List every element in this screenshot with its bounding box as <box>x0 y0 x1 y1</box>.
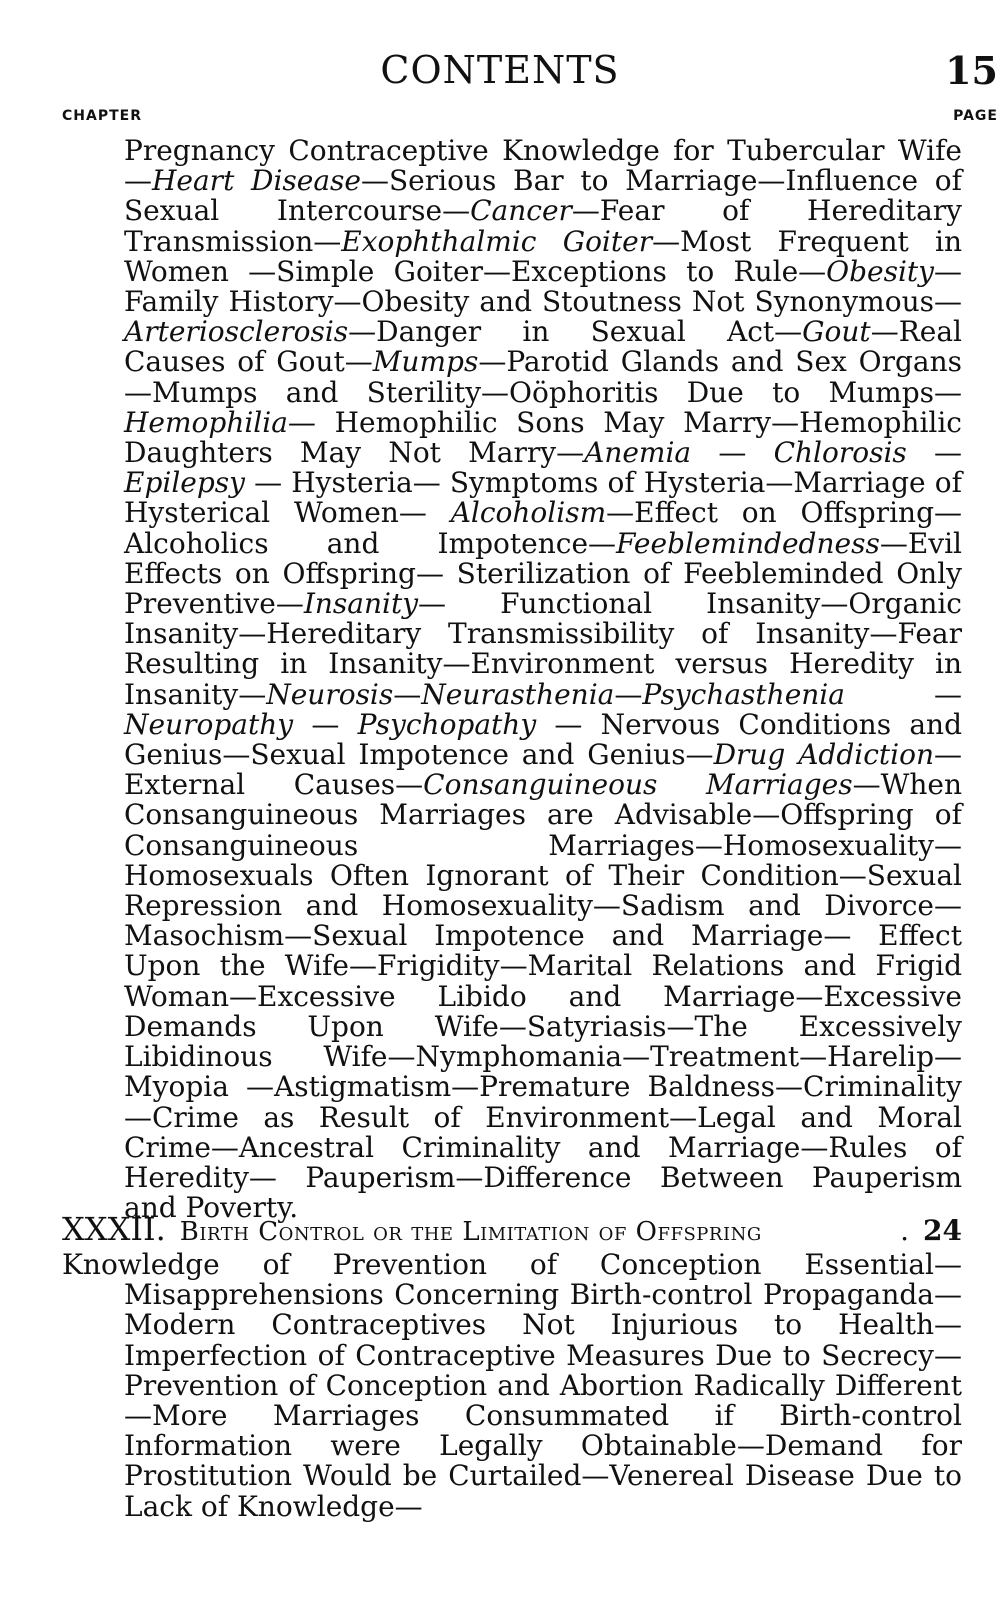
chapter-summary-xxxii: Knowledge of Prevention of Conception Essential—Misapprehensions Concerning Birth-control Propaganda—Modern Contraceptives Not Injurious to Health—Imperfection of Contraceptive Measures Due to Secrecy—Prevention of Conception and Abortion Radically Different—More Marriages Consummated if Birth-control Information were Legally Obtainable—Demand for Prostitution Would be Curtailed—Venereal Disease Due to Lack of Knowledge— <box>62 1248 962 1523</box>
summary-text: —When Consanguineous Marriages are Advisable—Offspring of Consanguineous Marriages—Homosexuality—Homosexuals Often Ignorant of Their Condition—Sexual Repression and Homosexuality—Sadism and Divorce—Masochism—Sexual Impotence and Marriage— Effect Upon the Wife—Frigidity—Marital Relations and Frigid Woman—Excessive Libido and Marriage—Excessive Demands Upon Wife—Satyriasis—The Excessively Libidinous Wife—Nymphomania—Treatment—Harelip—Myopia —Astigmatism—Premature Baldness—Criminality—Crime as Result of Environment—Legal and Moral Crime—Ancestral Criminality and Marriage—Rules of Heredity— Pauperism—Difference Between Pauperism and Poverty. <box>124 768 963 1225</box>
chapter-title: Birth Control or the Limitation of Offspring <box>179 1217 762 1247</box>
summary-text: — <box>293 707 358 741</box>
italic-topic: Insanity <box>303 587 419 621</box>
italic-topic: Mumps <box>372 345 479 379</box>
italic-topic: Anemia <box>584 436 692 470</box>
italic-topic: Drug Addiction <box>713 738 934 772</box>
summary-text: —External Causes— <box>124 738 962 802</box>
summary-text: — Hemophilic Sons May Marry—Hemophilic Daughters May Not Marry— <box>124 405 962 470</box>
summary-text: — Hysteria— Symptoms of Hysteria—Marriage of Hysterical Women— <box>124 466 962 530</box>
summary-text: —Danger in Sexual Act— <box>348 315 803 349</box>
summary-text: —Fear of Hereditary Transmission— <box>124 194 962 258</box>
italic-topic: Alcoholism <box>450 496 607 530</box>
italic-topic: Neurosis <box>266 677 394 711</box>
italic-topic: Cancer <box>470 194 572 228</box>
italic-topic: Epilepsy <box>124 466 245 500</box>
italic-topic: Exophthalmic Goiter <box>341 224 653 258</box>
italic-topic: Gout <box>802 315 871 349</box>
italic-topic: Hemophilia <box>124 405 288 439</box>
leader-dot: . <box>900 1214 910 1247</box>
summary-text: —Most Frequent in Women —Simple Goiter—Exceptions to Rule— <box>124 224 962 288</box>
summary-text: — <box>906 436 962 470</box>
italic-topic: Neuropathy <box>124 707 294 741</box>
italic-topic: Obesity <box>826 254 934 288</box>
page-column-label: PAGE <box>953 108 998 124</box>
chapter-column-label: CHAPTER <box>62 108 142 124</box>
summary-text: —Effect on Offspring—Alcoholics and Impotence— <box>124 496 962 560</box>
italic-topic: Arteriosclerosis <box>124 315 349 349</box>
italic-topic: Psychasthenia <box>642 677 845 711</box>
summary-text: Pregnancy Contraceptive Knowledge for Tubercular Wife — <box>124 134 962 198</box>
summary-text: — <box>393 677 422 711</box>
summary-text: —Real Causes of Gout— <box>124 315 962 379</box>
summary-text: — <box>844 677 962 711</box>
summary-text: — Nervous Conditions and Genius—Sexual Impotence and Genius— <box>124 707 962 772</box>
running-title: CONTENTS <box>380 48 620 92</box>
chapter-page: 24 <box>923 1214 962 1247</box>
page-number: 15 <box>945 48 998 93</box>
italic-topic: Psychopathy <box>357 707 537 741</box>
summary-text: —Parotid Glands and Sex Organs—Mumps and Sterility—Oöphoritis Due to Mumps— <box>124 345 962 409</box>
italic-topic: Consanguineous Marriages <box>423 768 853 802</box>
summary-text: — <box>614 677 643 711</box>
summary-text: —Evil Effects on Offspring— Sterilization of Feebleminded Only Preventive— <box>124 526 962 621</box>
summary-text: — <box>691 436 774 470</box>
summary-text: — Functional Insanity—Organic Insanity—Hereditary Transmissibility of Insanity—Fear Resulting in Insanity—Environment versus Heredity in Insanity— <box>124 587 962 711</box>
chapter-number: XXXII. <box>62 1210 166 1248</box>
summary-text: —Family History—Obesity and Stoutness Not Synonymous— <box>124 254 962 319</box>
italic-topic: Neurasthenia <box>421 677 615 711</box>
chapter-entry <box>62 1210 962 1248</box>
italic-topic: Heart Disease <box>152 164 361 198</box>
italic-topic: Chlorosis <box>773 436 907 470</box>
chapter-summary-previous <box>124 136 962 1223</box>
italic-topic: Feeblemindedness <box>616 526 880 560</box>
summary-text: —Serious Bar to Marriage—Influence of Sexual Intercourse— <box>124 164 962 228</box>
